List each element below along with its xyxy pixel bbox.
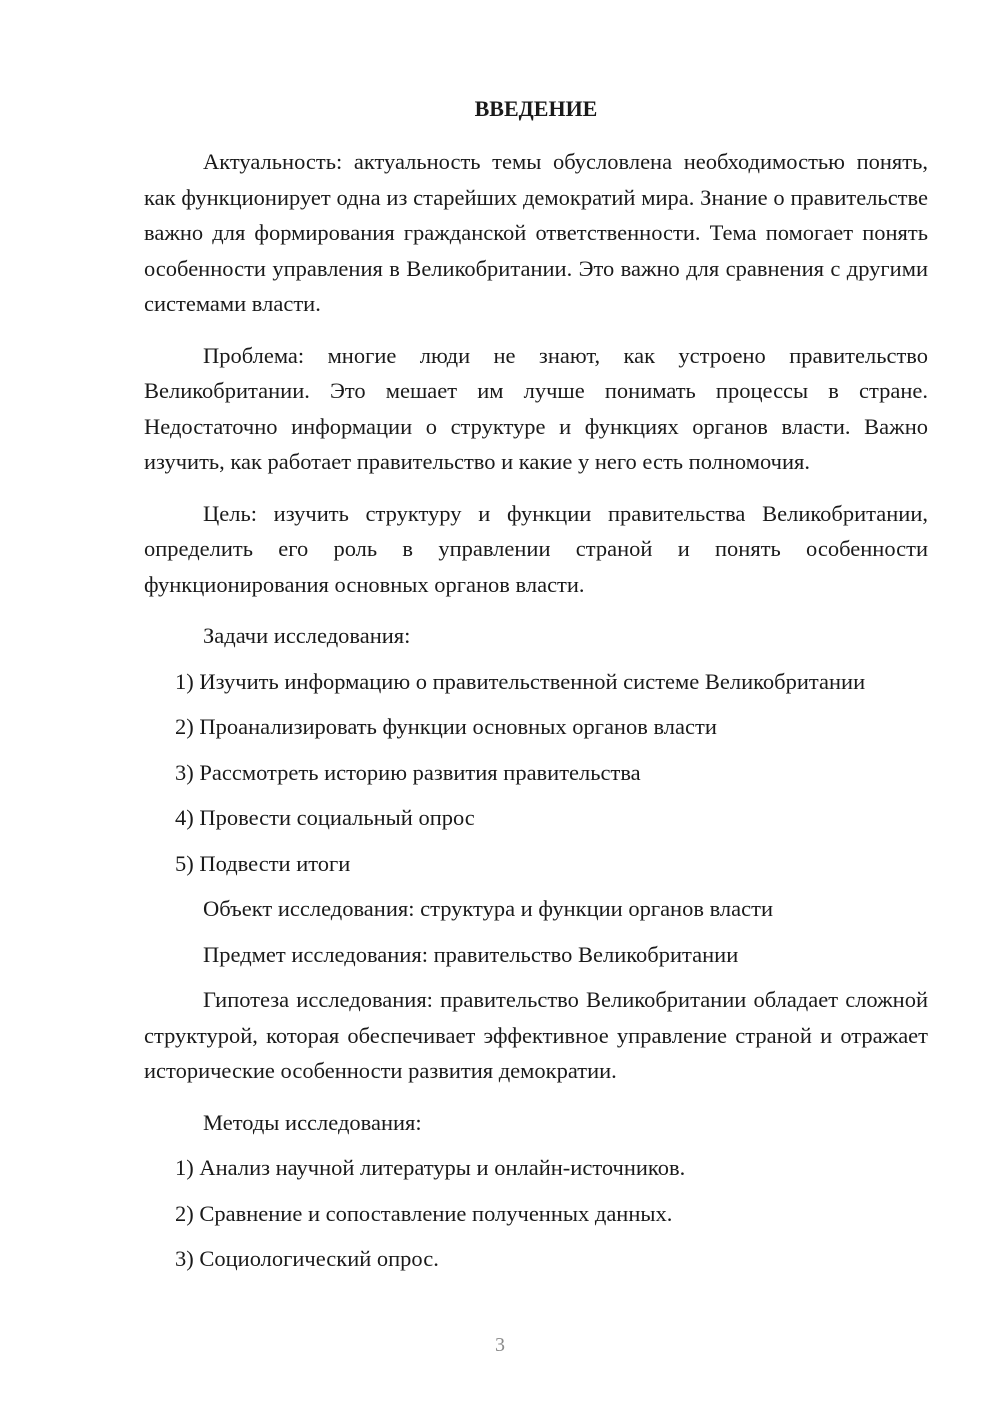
section-title: ВВЕДЕНИЕ <box>474 96 598 121</box>
tasks-heading: Задачи исследования: <box>203 623 411 648</box>
task-item: 4) Провести социальный опрос <box>175 805 475 830</box>
task-item: 3) Рассмотреть историю развития правительства <box>175 759 641 785</box>
document-page <box>144 92 928 1287</box>
method-item: 3) Социологический опрос. <box>175 1246 439 1271</box>
task-item: 2) Проанализировать функции основных органов власти <box>175 714 717 739</box>
method-item: 1) Анализ научной литературы и онлайн-источников. <box>175 1155 686 1180</box>
task-item: 5) Подвести итоги <box>175 850 351 876</box>
goal-paragraph: Цель: изучить структуру и функции правительства Великобритании, определить его роль в управлении страной и понять особенности функционирования основных органов власти. <box>144 500 928 597</box>
relevance-paragraph: Актуальность: актуальность темы обусловлена необходимостью понять, как функционирует одна из старейших демократий мира. Знание о правительстве важно для формирования гражданской ответственности. Тема помогает понять особенности управления в Великобритании. Это важно для сравнения с другими системами власти. <box>144 149 928 316</box>
problem-paragraph: Проблема: многие люди не знают, как устроено правительство Великобритании. Это мешает им лучше понимать процессы в стране. Недостаточно информации о структуре и функциях органов власти. Важно изучить, как работает правительство и какие у него есть полномочия. <box>144 342 928 474</box>
task-item: 1) Изучить информацию о правительственной системе Великобритании <box>175 668 866 694</box>
methods-heading: Методы исследования: <box>203 1109 422 1135</box>
object-paragraph: Объект исследования: структура и функции органов власти <box>203 896 773 921</box>
hypothesis-paragraph: Гипотеза исследования: правительство Великобритании обладает сложной структурой, которая обеспечивает эффективное управление страной и отражает исторические особенности развития демократии. <box>144 987 928 1083</box>
page-number: 3 <box>495 1334 505 1356</box>
subject-paragraph: Предмет исследования: правительство Великобритании <box>203 941 739 967</box>
method-item: 2) Сравнение и сопоставление полученных данных. <box>175 1200 673 1226</box>
